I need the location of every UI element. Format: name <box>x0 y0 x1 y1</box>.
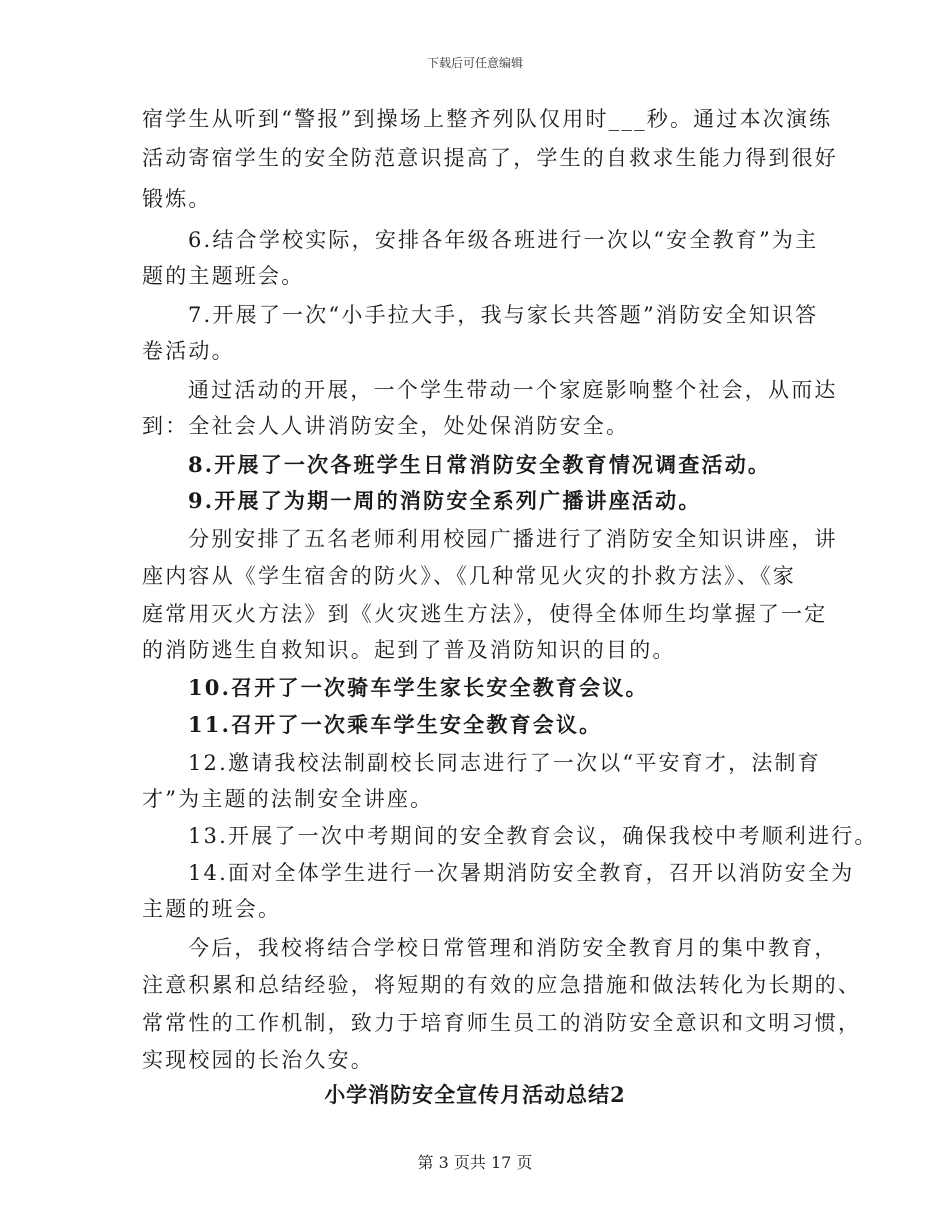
text-line-bold: 9.开展了为期一周的消防安全系列广播讲座活动。 <box>188 488 702 513</box>
text-line: 分别安排了五名老师利用校园广播进行了消防安全知识讲座，讲 <box>188 527 838 551</box>
text-line: 今后，我校将结合学校日常管理和消防安全教育月的集中教育， <box>188 936 838 960</box>
text-line: 主题的班会。 <box>142 897 282 921</box>
text-line: 庭常用灭火方法》到《火灾逃生方法》，使得全体师生均掌握了一定 <box>142 602 828 626</box>
text-line: 卷活动。 <box>142 339 235 363</box>
text-line: 才”为主题的法制安全讲座。 <box>142 787 434 811</box>
text-line: 注意积累和总结经验，将短期的有效的应急措施和做法转化为长期的、 <box>142 973 862 997</box>
text-line-bold: 10.召开了一次骑车学生家长安全教育会议。 <box>188 675 649 700</box>
text-line: 12.邀请我校法制副校长同志进行了一次以“平安育才，法制育 <box>188 751 821 775</box>
text-line: 13.开展了一次中考期间的安全教育会议，确保我校中考顺利进行。 <box>188 824 878 848</box>
text-line: 常常性的工作机制，致力于培育师生员工的消防安全意识和文明习惯， <box>142 1011 862 1035</box>
text-line: 座内容从《学生宿舍的防火》、《几种常见火灾的扑救方法》、《家 <box>142 564 796 588</box>
page-number: 第 3 页共 17 页 <box>417 1153 533 1172</box>
header-note: 下载后可任意编辑 <box>426 56 523 70</box>
text-line-bold: 8.开展了一次各班学生日常消防安全教育情况调查活动。 <box>188 452 772 477</box>
text-line: 6.结合学校实际，安排各年级各班进行一次以“安全教育”为主 <box>188 228 819 252</box>
text-line: 14.面对全体学生进行一次暑期消防安全教育，召开以消防安全为 <box>188 861 855 885</box>
text-line: 7.开展了一次“小手拉大手，我与家长共答题”消防安全知识答 <box>188 303 819 327</box>
text-line: 题的主题班会。 <box>142 264 305 288</box>
text-line: 的消防逃生自救知识。起到了普及消防知识的目的。 <box>142 638 676 662</box>
text-line-bold: 11.召开了一次乘车学生安全教育会议。 <box>188 712 603 737</box>
text-line: 实现校园的长治久安。 <box>142 1048 374 1072</box>
text-line: 锻炼。 <box>142 187 212 211</box>
text-line: 活动寄宿学生的安全防范意识提高了，学生的自救求生能力得到很好 <box>142 146 838 170</box>
text-line: 通过活动的开展，一个学生带动一个家庭影响整个社会，从而达 <box>188 378 838 402</box>
text-line: 到：全社会人人讲消防安全，处处保消防安全。 <box>142 414 630 438</box>
text-line: 宿学生从听到“警报”到操场上整齐列队仅用时___秒。通过本次演练 <box>142 107 833 131</box>
section-title: 小学消防安全宣传月活动总结2 <box>324 1082 626 1107</box>
